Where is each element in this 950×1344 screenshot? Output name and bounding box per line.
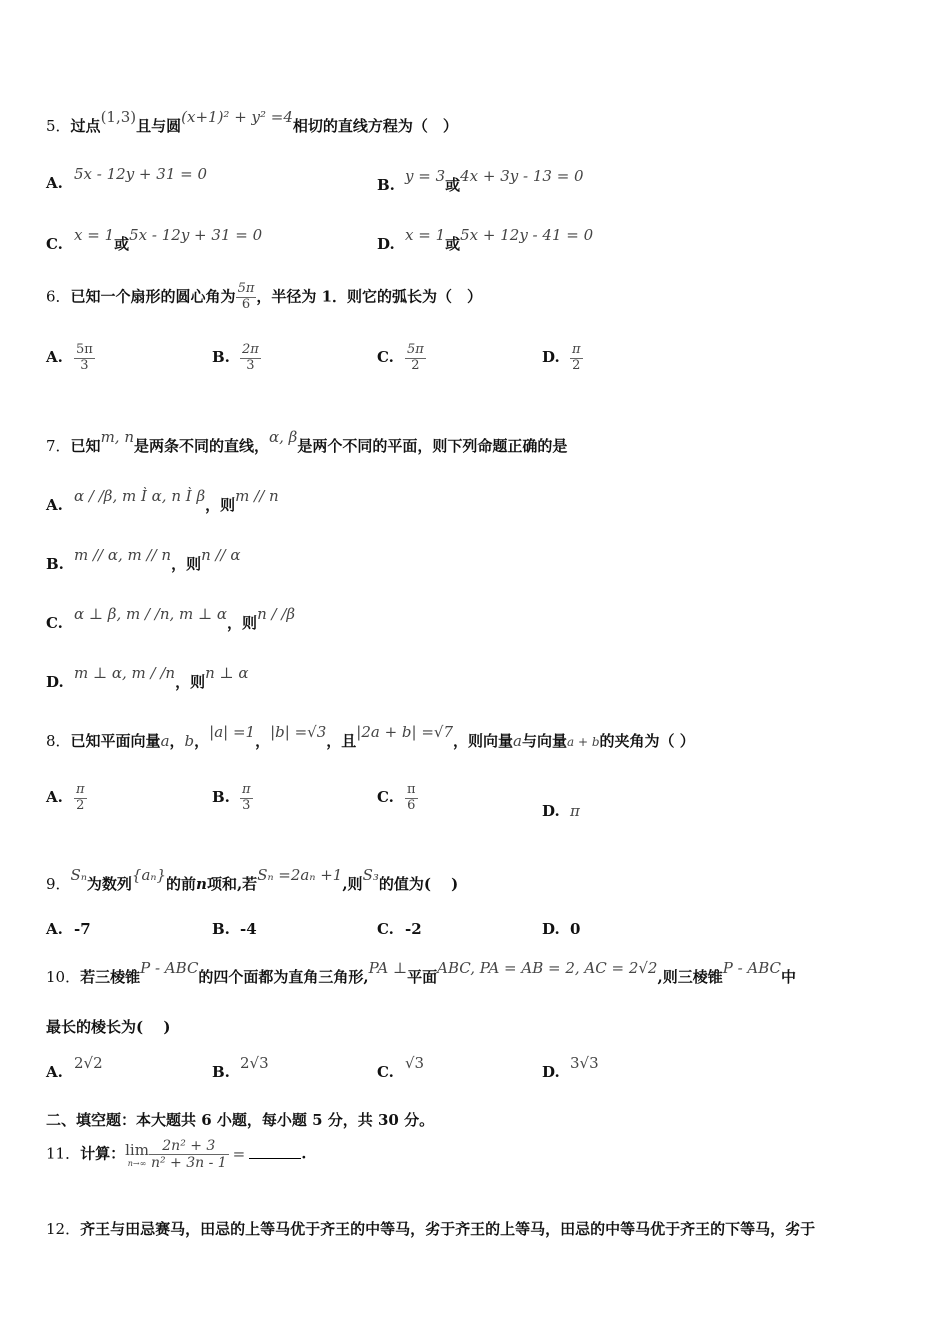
option-a[interactable]: A. 2√2: [46, 1054, 103, 1081]
option-b[interactable]: B. m // α, m // n，则n // α: [46, 546, 241, 573]
question-number: 10．: [46, 968, 81, 986]
option-b[interactable]: B. $\frac{\pi}{3}$: [212, 782, 251, 813]
option-c[interactable]: C. α ⊥ β, m / /n, m ⊥ α，则n / /β: [46, 605, 296, 632]
math-point: (1,3): [100, 108, 137, 126]
question-number: 11．: [46, 1144, 81, 1163]
question-12: 12．齐王与田忌赛马，田忌的上等马优于齐王的中等马，劣于齐王的上等马，田忌的中等马优于齐王的下等马，劣于: [46, 1220, 816, 1238]
option-d[interactable]: D. 3√3: [542, 1054, 599, 1081]
option-c[interactable]: C. x = 1或5x - 12y + 31 = 0: [46, 226, 263, 253]
option-a[interactable]: A. $\frac{\pi}{2}$: [46, 782, 85, 813]
option-d[interactable]: D. $\frac{\pi}{2}$: [542, 342, 581, 373]
option-d[interactable]: D. m ⊥ α, m / /n，则n ⊥ α: [46, 664, 249, 691]
limit-fraction: $\frac{\text{2n² + 3}}{\text{n² + 3n - 1}}$: [150, 1138, 227, 1172]
option-d[interactable]: D. x = 1或5x + 12y - 41 = 0: [377, 226, 594, 253]
question-6: 6．已知一个扇形的圆心角为 $\frac{5\pi}{6}$ ，半径为 1．则它的弧长为（ ）: [46, 281, 483, 312]
section-heading: 二、填空题：本大题共 6 小题，每小题 5 分，共 30 分。: [46, 1111, 435, 1129]
option-b[interactable]: B. $\frac{2\pi}{3}$: [212, 342, 259, 373]
question-5: 5．过点(1,3)且与圆(x+1)² + y² =4相切的直线方程为（ ）: [46, 108, 458, 135]
question-number: 6．: [46, 287, 71, 306]
option-c[interactable]: C. -2: [377, 920, 422, 938]
option-a[interactable]: A. -7: [46, 920, 91, 938]
fraction: $\frac{5\pi}{6}$: [237, 281, 255, 312]
option-c[interactable]: C. √3: [377, 1054, 425, 1081]
option-a[interactable]: A. 5x - 12y + 31 = 0: [46, 165, 208, 192]
question-10-line-2: 最长的棱长为( ): [46, 1018, 171, 1036]
question-11: 11．计算： lim n→∞ $\frac{\text{2n² + 3}}{\text{n² + 3n - 1}}$ = .: [46, 1138, 307, 1172]
math-circle-equation: (x+1)² + y² =4: [181, 108, 293, 126]
question-8: 8．已知平面向量a，b，|a| =1，|b| =√3，且|2a + b| =√7，则向量a与向量a + b的夹角为（ ）: [46, 723, 695, 750]
limit-operator: lim n→∞: [125, 1141, 149, 1169]
question-9: 9．Sₙ为数列{aₙ}的前n项和,若Sₙ =2aₙ +1,则S₃的值为( ): [46, 866, 459, 893]
answer-blank[interactable]: [249, 1158, 301, 1159]
question-number: 9．: [46, 875, 71, 893]
option-b[interactable]: B. 2√3: [212, 1054, 269, 1081]
question-number: 5．: [46, 117, 71, 135]
option-d[interactable]: D. 0: [542, 920, 581, 938]
option-c[interactable]: C. $\frac{5\pi}{2}$: [377, 342, 424, 373]
question-number: 8．: [46, 732, 71, 750]
option-a[interactable]: A. $\frac{5\pi}{3}$: [46, 342, 93, 373]
option-b[interactable]: B. -4: [212, 920, 257, 938]
option-d[interactable]: D. π: [542, 802, 580, 820]
option-c[interactable]: C. $\frac{\pi}{6}$: [377, 782, 416, 813]
question-number: 12．: [46, 1220, 81, 1238]
question-number: 7．: [46, 437, 71, 455]
option-a[interactable]: A. α / /β, m Ì α, n Ì β，则m // n: [46, 487, 279, 514]
option-b[interactable]: B. y = 3或4x + 3y - 13 = 0: [377, 167, 584, 194]
question-7: 7．已知m, n是两条不同的直线，α, β是两个不同的平面，则下列命题正确的是: [46, 428, 568, 455]
question-10: 10．若三棱锥P - ABC的四个面都为直角三角形,PA ⊥平面ABC, PA = AB = 2, AC = 2√2,则三棱锥P - ABC中: [46, 959, 797, 986]
